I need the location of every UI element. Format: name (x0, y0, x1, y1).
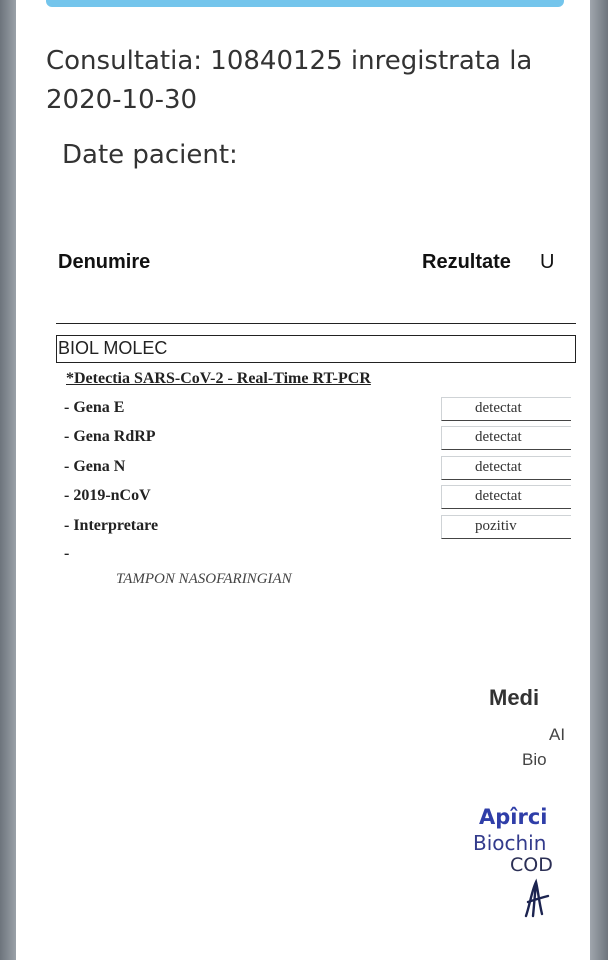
section-label: BIOL MOLEC (58, 338, 168, 358)
test-title: *Detectia SARS-CoV-2 - Real-Time RT-PCR (66, 370, 371, 387)
stamp-code: COD (510, 854, 553, 876)
header-rezultate: Rezultate (422, 251, 511, 273)
result-value: detectat (475, 429, 522, 445)
header-denumire: Denumire (58, 251, 151, 273)
result-value: detectat (475, 459, 522, 475)
specimen-type: TAMPON NASOFARINGIAN (116, 571, 292, 587)
result-value: detectat (475, 488, 522, 504)
results-area (56, 200, 566, 960)
report-page (16, 0, 590, 960)
medic-name: AI (549, 725, 566, 744)
result-value: pozitiv (475, 518, 517, 534)
stamp-name: Apîrci (479, 805, 548, 829)
background-left-edge (0, 0, 16, 960)
result-value-box (441, 456, 571, 480)
background-right-edge (590, 0, 608, 960)
result-value-box (441, 426, 571, 450)
top-accent-bar (46, 0, 564, 7)
result-label: - Interpretare (64, 517, 159, 534)
result-label: - Gena E (64, 399, 125, 416)
empty-row-label: - (64, 545, 70, 562)
result-value-box (441, 515, 571, 539)
result-value: detectat (475, 400, 522, 416)
stamp-specialty: Biochin (473, 831, 547, 855)
medic-title: Medi (489, 685, 540, 710)
signature (518, 878, 552, 920)
patient-data-label: Date pacient: (62, 140, 238, 170)
result-value-box (441, 485, 571, 509)
header-divider (56, 323, 576, 324)
result-label: - Gena N (64, 458, 126, 475)
result-label: - 2019-nCoV (64, 487, 151, 504)
header-units: U (540, 251, 555, 273)
result-value-box (441, 397, 571, 421)
result-label: - Gena RdRP (64, 428, 156, 445)
consultation-info: Consultatia: 10840125 inregistrata la 2020-10-30 (46, 46, 533, 115)
medic-specialty: Bio (522, 750, 547, 769)
